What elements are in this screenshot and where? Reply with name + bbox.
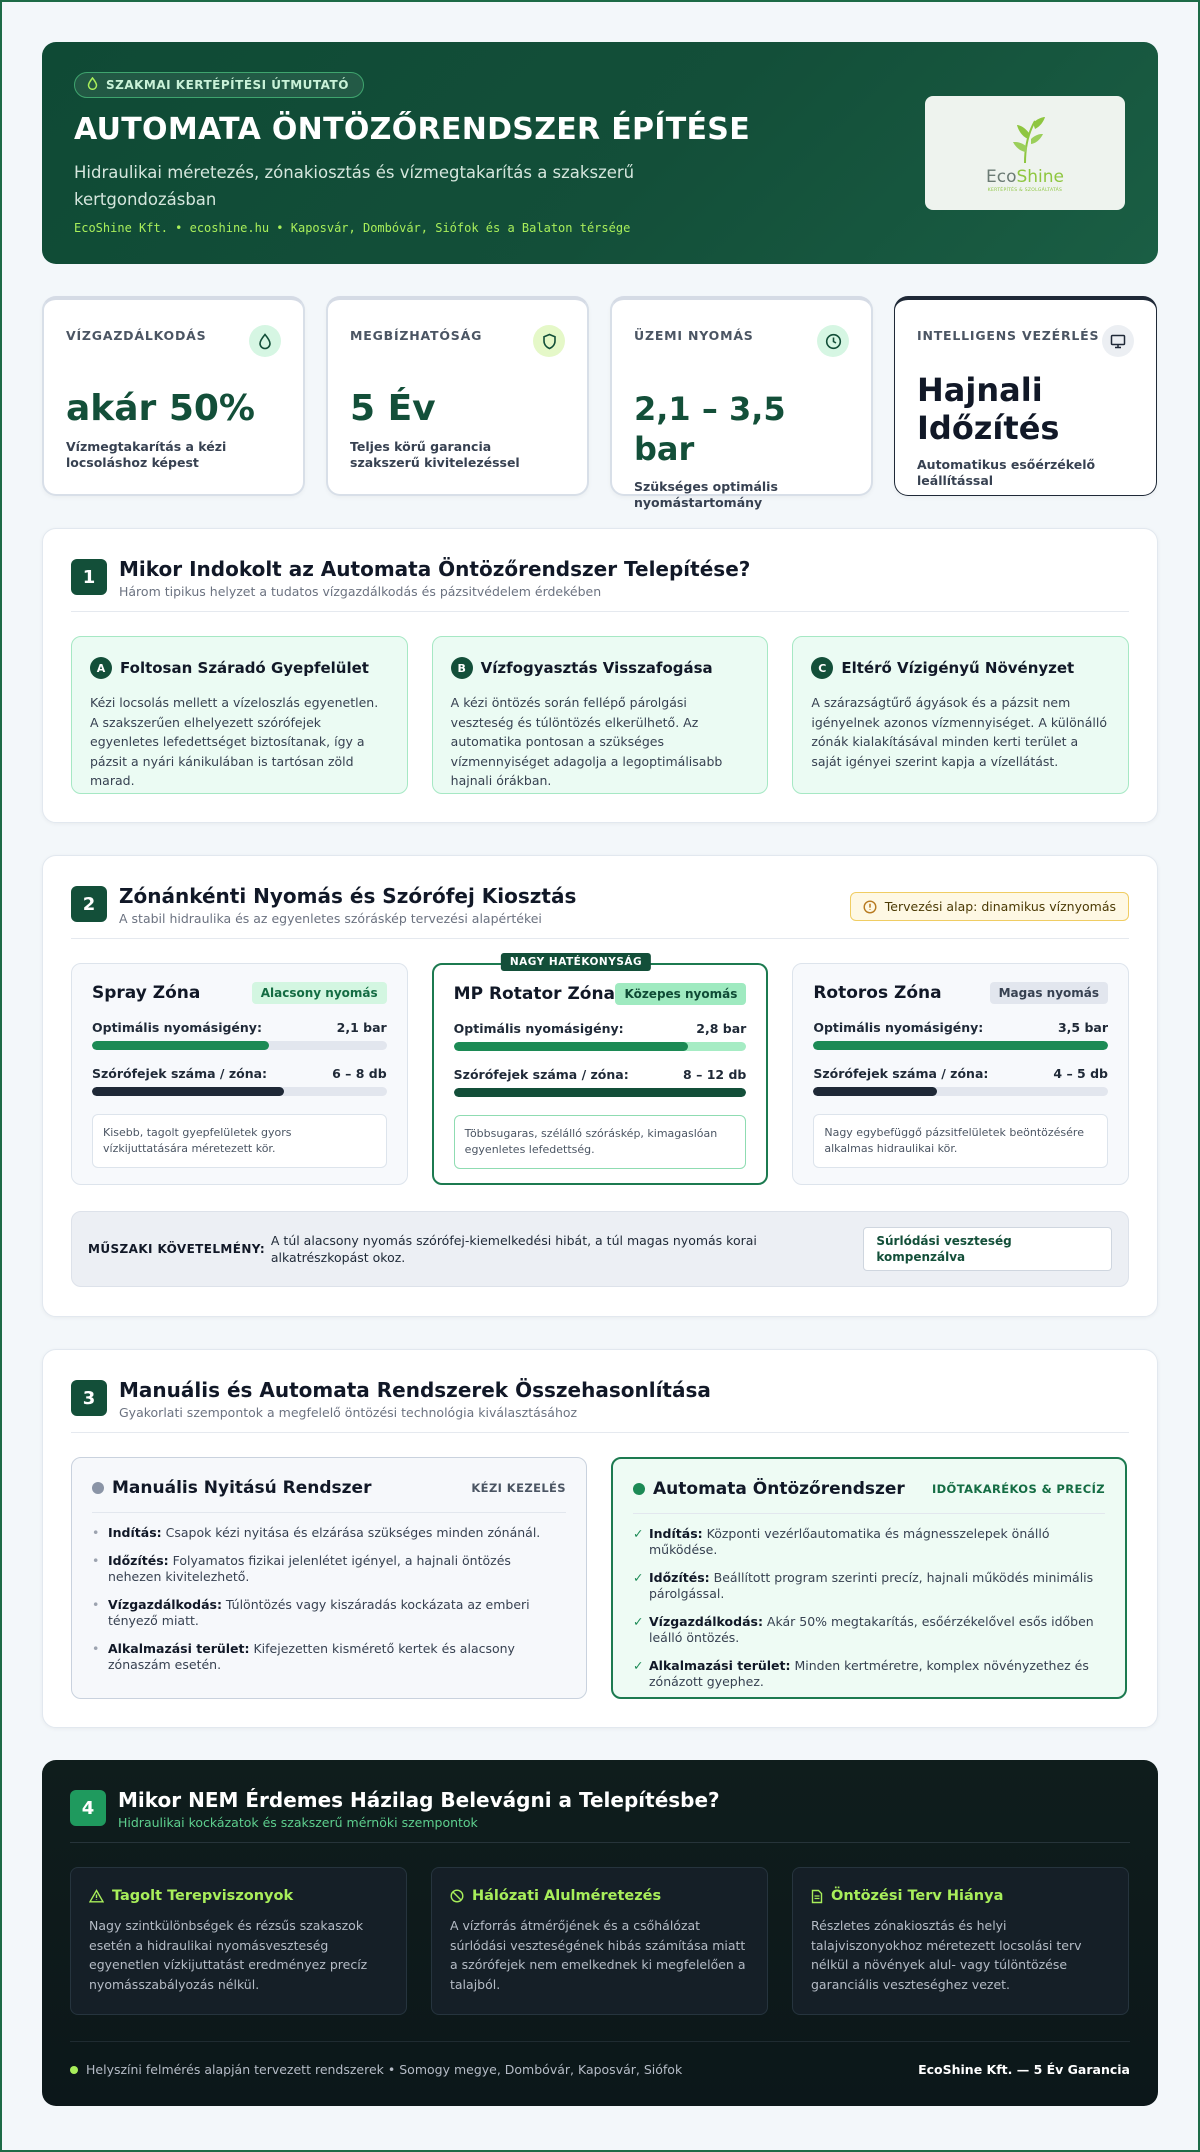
hero-subtitle: Hidraulikai méretezés, zónakiosztás és vízmegtakarítás a szakszerű kertgondozásban	[74, 163, 635, 209]
situation-card-c	[792, 636, 1129, 794]
section-header	[70, 1788, 1130, 1843]
footer	[70, 2041, 1130, 2077]
hero-meta: EcoShine Kft. • ecoshine.hu • Kaposvár, Dombóvár, Siófok és a Balaton térsége	[74, 221, 631, 235]
requirement-box: Súrlódási veszteség kompenzálva	[863, 1227, 1112, 1271]
info-icon	[863, 900, 877, 914]
design-basis-note	[850, 892, 1129, 921]
heads-bar-fill	[454, 1088, 747, 1097]
water-drop-icon	[87, 77, 98, 93]
card-title: Vízfogyasztás Visszafogása	[480, 659, 713, 677]
footer-right-text: EcoShine Kft. — 5 Év Garancia	[918, 2062, 1130, 2077]
shield-icon	[533, 325, 565, 357]
leaf-logo-icon	[1003, 113, 1047, 165]
pressure-bar-fill	[92, 1041, 269, 1050]
zone-note: Többsugaras, szélálló szóráskép, kimagaslóan egyenletes lefedettség.	[454, 1115, 747, 1169]
pressure-bar	[92, 1041, 387, 1050]
card-title: Automata Öntözőrendszer	[653, 1479, 905, 1499]
list-item: ✓ Időzítés: Beállított program szerinti precíz, hajnali működés minimális párolgással.	[633, 1570, 1094, 1601]
card-text: A szárazságtűrő ágyások és a pázsit nem igényelnek azonos vízmennyiséget. A különálló zónák kialakításával minden kerti terület a saját igényei szerint kapja a vízellátást.	[811, 695, 1107, 769]
card-tag: IDŐTAKARÉKOS & PRECÍZ	[931, 1482, 1105, 1496]
letter-badge: C	[811, 657, 833, 679]
stat-desc: Vízmegtakarítás a kézi locsoláshoz képest	[66, 439, 227, 470]
water-drop-icon	[249, 325, 281, 357]
zone-card-mp-rotator	[432, 956, 769, 1185]
pressure-pill: Magas nyomás	[990, 982, 1108, 1004]
risk-card-undersizing	[431, 1867, 768, 2015]
stat-card-water	[42, 296, 305, 496]
pressure-value: 3,5 bar	[1057, 1020, 1109, 1035]
risk-card-no-plan	[792, 1867, 1129, 2015]
zone-card-spray	[71, 963, 408, 1185]
prohibited-icon	[450, 1889, 464, 1903]
section-title: Zónánkénti Nyomás és Szórófej Kiosztás	[119, 884, 577, 908]
section-header	[71, 557, 1129, 612]
section-subtitle: Három tipikus helyzet a tudatos vízgazdálkodás és pázsitvédelem érdekében	[119, 584, 602, 599]
section-number: 4	[70, 1790, 106, 1826]
section-title: Mikor NEM Érdemes Házilag Belevágni a Telepítésbe?	[118, 1788, 720, 1812]
risk-cards	[70, 1867, 1130, 2015]
pressure-value: 2,1 bar	[336, 1020, 387, 1035]
stat-value: akár 50%	[66, 388, 255, 429]
card-title: Öntözési Terv Hiánya	[831, 1888, 1004, 1904]
automatic-system-card	[611, 1457, 1127, 1699]
stat-label: ÜZEMI NYOMÁS	[634, 328, 754, 343]
page	[2, 2, 1198, 2150]
situation-card-a	[71, 636, 408, 794]
zone-note: Nagy egybefüggő pázsitfelületek beöntözésére alkalmas hidraulikai kör.	[813, 1114, 1108, 1168]
pressure-bar	[454, 1042, 747, 1051]
card-text: Részletes zónakiosztás és helyi talajviszonyokhoz méretezett locsolási terv nélkül a növények alul- vagy túlöntözése garanciális veszteséghez vezet.	[811, 1918, 1082, 1992]
monitor-icon	[1102, 325, 1134, 357]
stat-card-reliability	[326, 296, 589, 496]
heads-bar	[813, 1087, 1108, 1096]
hero-badge-label: SZAKMAI KERTÉPÍTÉSI ÚTMUTATÓ	[106, 78, 349, 92]
status-dot	[70, 2066, 78, 2074]
risk-card-terrain	[70, 1867, 407, 2015]
stat-label: VÍZGAZDÁLKODÁS	[66, 328, 207, 343]
pressure-value: 2,8 bar	[696, 1021, 747, 1036]
high-efficiency-badge: NAGY HATÉKONYSÁG	[501, 953, 651, 971]
hero-banner	[42, 42, 1158, 264]
pressure-pill: Közepes nyomás	[615, 983, 746, 1005]
check-icon: ✓	[633, 1614, 644, 1629]
stat-label: INTELLIGENS VEZÉRLÉS	[917, 328, 1100, 343]
list-item: • Indítás: Csapok kézi nyitása és elzárása szükséges minden zónánál.	[92, 1525, 541, 1540]
warning-icon	[89, 1889, 104, 1903]
card-tag: KÉZI KEZELÉS	[471, 1481, 566, 1495]
section-title: Manuális és Automata Rendszerek Összehasonlítása	[119, 1378, 711, 1402]
stat-value: 2,1 – 3,5 bar	[634, 390, 786, 468]
section-number: 1	[71, 559, 107, 595]
note-text: Tervezési alap: dinamikus víznyomás	[884, 899, 1116, 914]
requirement-label: MŰSZAKI KÖVETELMÉNY:	[88, 1242, 266, 1256]
letter-badge: B	[451, 657, 473, 679]
situation-card-b	[432, 636, 769, 794]
manual-system-card	[71, 1457, 587, 1699]
pressure-label: Optimális nyomásigény:	[92, 1020, 262, 1035]
card-text: Kézi locsolás mellett a vízeloszlás egyenetlen. A szakszerűen elhelyezett szórófejek egyenletes lefedettséget biztosítanak, így a pázsit a nyári kánikulában is tartósan zöld marad.	[90, 695, 379, 788]
list-item: • Alkalmazási terület: Kifejezetten kismérető kertek és alacsony zónaszám esetén.	[92, 1641, 515, 1672]
section-number: 2	[71, 886, 107, 922]
status-dot	[92, 1482, 104, 1494]
logo-wordmark: EcoShine	[985, 167, 1065, 187]
manual-feature-list	[92, 1525, 566, 1673]
section-subtitle: Hidraulikai kockázatok és szakszerű mérnöki szempontok	[118, 1815, 478, 1830]
zone-title: Rotoros Zóna	[813, 983, 942, 1003]
card-title: Eltérő Vízigényű Növényzet	[841, 659, 1075, 677]
stat-desc: Szükséges optimális nyomástartomány	[634, 479, 778, 510]
card-title: Hálózati Alulméretezés	[472, 1888, 662, 1904]
pressure-bar-fill	[813, 1041, 1108, 1050]
list-item: ✓ Indítás: Központi vezérlőautomatika és mágnesszelepek önálló működése.	[633, 1526, 1050, 1557]
ecoshine-logo	[925, 96, 1125, 210]
list-item: ✓ Alkalmazási terület: Minden kertméretre, komplex növényzethez és zónázott gyephez.	[633, 1658, 1089, 1689]
section-subtitle: A stabil hidraulika és az egyenletes szóráskép tervezési alapértékei	[119, 911, 542, 926]
heads-value: 4 – 5 db	[1053, 1066, 1109, 1081]
section-when-install	[42, 528, 1158, 823]
logo-tagline: KERTÉPÍTÉS & SZOLGÁLTATÁS	[987, 188, 1063, 193]
section-subtitle: Gyakorlati szempontok a megfelelő öntözési technológia kiválasztásához	[119, 1405, 578, 1420]
section-zones	[42, 855, 1158, 1317]
card-title: Manuális Nyitású Rendszer	[112, 1478, 372, 1498]
list-item: ✓ Vízgazdálkodás: Akár 50% megtakarítás, esőérzékelővel esős időben leálló öntözés.	[633, 1614, 1094, 1645]
list-item: • Időzítés: Folyamatos fizikai jelenlétet igényel, a hajnali öntözés nehezen kivitelezhető.	[92, 1553, 511, 1584]
stat-desc: Teljes körű garancia szakszerű kivitelezéssel	[350, 439, 520, 470]
pressure-bar-fill	[454, 1042, 688, 1051]
heads-bar-fill	[813, 1087, 937, 1096]
pressure-bar	[813, 1041, 1108, 1050]
situation-cards	[71, 636, 1129, 794]
card-text: Nagy szintkülönbségek és rézsűs szakaszok esetén a hidraulikai nyomásveszteség egyenetlen vízkijuttatást eredményez precíz nyomásszabályozás nélkül.	[89, 1918, 368, 1992]
document-icon	[811, 1889, 823, 1904]
section-comparison	[42, 1349, 1158, 1728]
stat-value: Hajnali Időzítés	[917, 371, 1060, 447]
footer-left-text: Helyszíni felmérés alapján tervezett rendszerek • Somogy megye, Dombóvár, Kaposvár, Siófok	[86, 2062, 683, 2077]
stat-label: MEGBÍZHATÓSÁG	[350, 328, 483, 343]
stats-row	[42, 296, 1158, 510]
auto-feature-list	[633, 1526, 1105, 1690]
clock-icon	[817, 325, 849, 357]
card-title: Tagolt Terepviszonyok	[112, 1888, 294, 1904]
stat-card-control	[894, 296, 1157, 496]
heads-label: Szórófejek száma / zóna:	[813, 1066, 989, 1081]
heads-value: 8 – 12 db	[683, 1067, 747, 1082]
pressure-label: Optimális nyomásigény:	[453, 1021, 624, 1036]
heads-bar	[92, 1087, 387, 1096]
heads-label: Szórófejek száma / zóna:	[92, 1066, 268, 1081]
requirement-text: A túl alacsony nyomás szórófej-kiemelkedési hibát, a túl magas nyomás korai alkatrészkopást okoz.	[270, 1233, 757, 1265]
stat-desc: Automatikus esőérzékelő leállítással	[917, 457, 1096, 488]
stat-value: 5 Év	[350, 388, 436, 429]
technical-requirement	[71, 1211, 1129, 1287]
list-item: • Vízgazdálkodás: Túlöntözés vagy kiszáradás kockázata az emberi tényező miatt.	[92, 1597, 530, 1628]
pressure-pill: Alacsony nyomás	[252, 982, 387, 1004]
page-title: AUTOMATA ÖNTÖZŐRENDSZER ÉPÍTÉSE	[74, 112, 750, 147]
check-icon: ✓	[633, 1526, 644, 1541]
zone-title: MP Rotator Zóna	[453, 984, 616, 1004]
zone-title: Spray Zóna	[92, 983, 201, 1003]
heads-value: 6 – 8 db	[332, 1066, 387, 1081]
zone-card-rotor	[792, 963, 1129, 1185]
section-number: 3	[71, 1380, 107, 1416]
comparison-cards	[71, 1457, 1129, 1699]
pressure-label: Optimális nyomásigény:	[813, 1020, 984, 1035]
letter-badge: A	[90, 657, 112, 679]
section-header	[71, 1378, 1129, 1433]
section-title: Mikor Indokolt az Automata Öntözőrendszer Telepítése?	[119, 557, 751, 581]
stat-card-pressure	[610, 296, 873, 510]
check-icon: ✓	[633, 1570, 644, 1585]
card-text: A kézi öntözés során fellépő párolgási veszteség és túlöntözés elkerülhető. Az automatika pontosan a szükséges vízmennyiséget adagolja a legoptimálisabb hajnali órákban.	[450, 695, 723, 788]
check-icon: ✓	[633, 1658, 644, 1673]
status-dot	[633, 1483, 645, 1495]
heads-label: Szórófejek száma / zóna:	[453, 1067, 629, 1082]
card-text: A vízforrás átmérőjének és a csőhálózat súrlódási veszteségének hibás számítása miatt a szórófejek nem emelkednek ki megfelelően a talajból.	[450, 1918, 746, 1992]
heads-bar	[454, 1088, 747, 1097]
heads-bar-fill	[92, 1087, 284, 1096]
zone-cards	[71, 956, 1129, 1185]
card-title: Foltosan Száradó Gyepfelület	[120, 659, 369, 677]
hero-badge	[74, 72, 364, 98]
section-diy-risks	[42, 1760, 1158, 2106]
zone-note: Kisebb, tagolt gyepfelületek gyors vízkijuttatására méretezett kör.	[92, 1114, 387, 1168]
